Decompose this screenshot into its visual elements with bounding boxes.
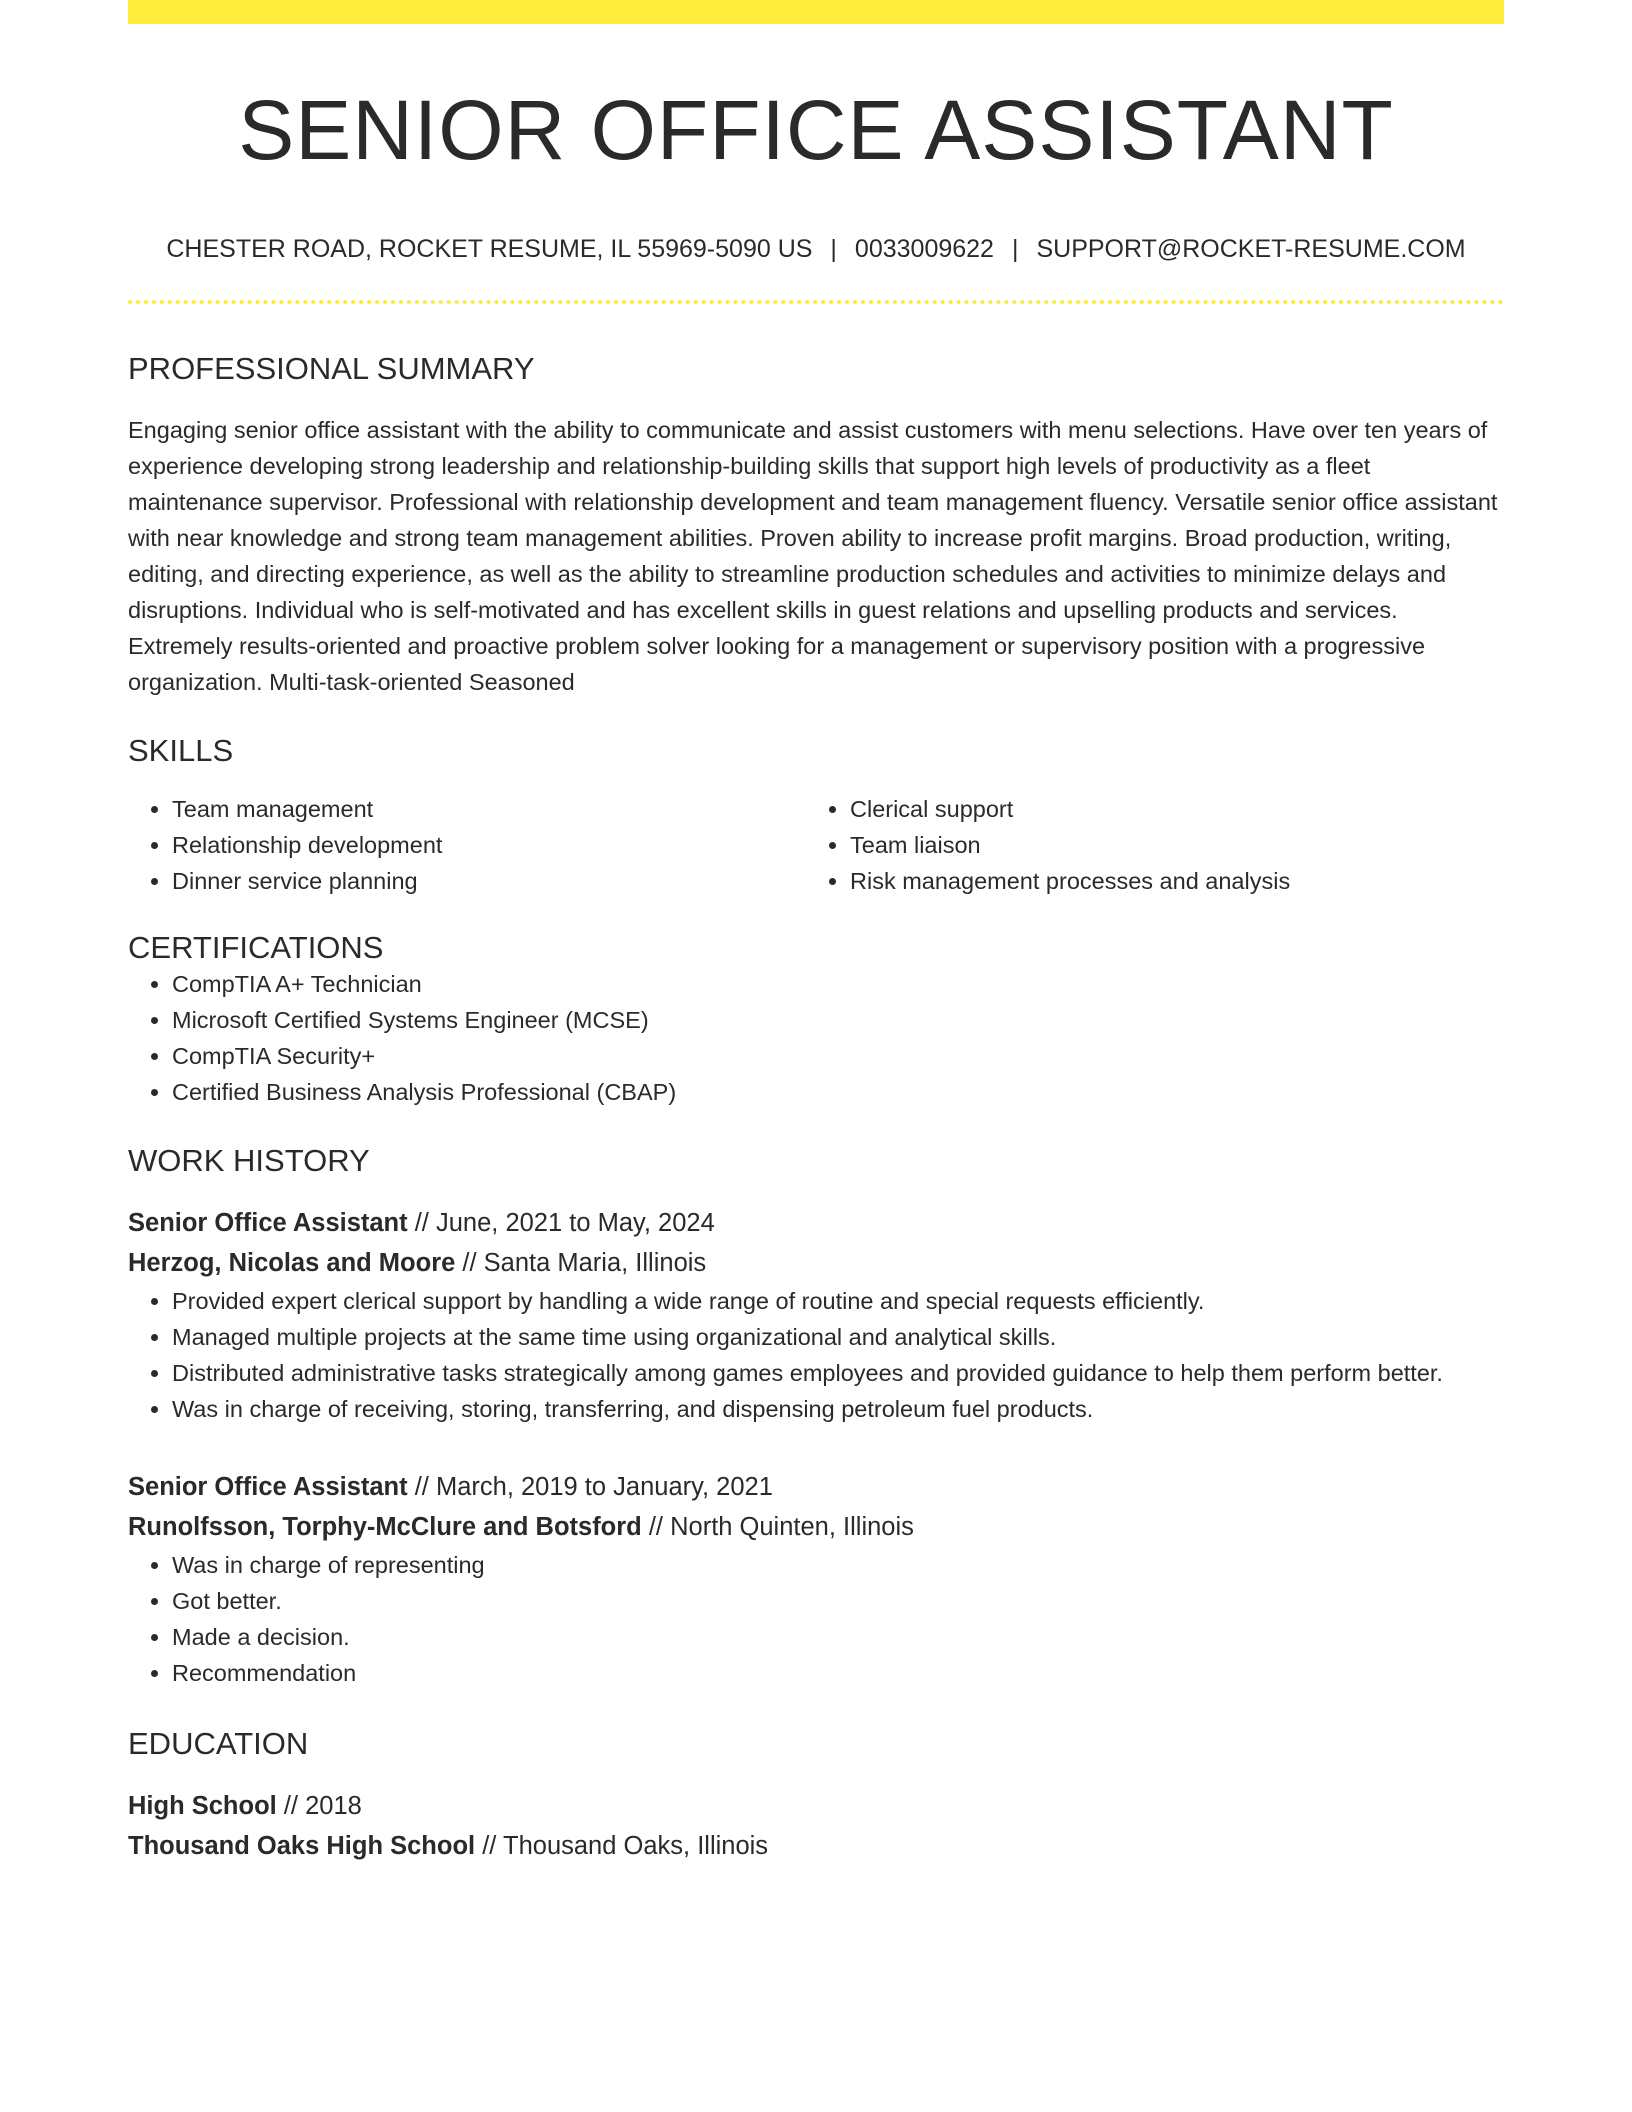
resume-page	[128, 0, 1504, 1866]
education-entry	[128, 1786, 1504, 1866]
skill-item: • Team liaison	[850, 827, 1484, 863]
summary-text: Engaging senior office assistant with the ability to communicate and assist customers with menu selections. Have over ten years of experience developing strong leadership and relationship-building skills that support high levels of productivity as a fleet maintenance supervisor. Professional with relationship development and team management fluency. Versatile senior office assistant with near knowledge and strong team management abilities. Proven ability to increase profit margins. Broad production, writing, editing, and directing experience, as well as the ability to streamline production schedules and activities to minimize delays and disruptions. Individual who is self-motivated and has excellent skills in guest relations and upselling products and services. Extremely results-oriented and proactive problem solver looking for a management or supervisory position with a progressive organization. Multi-task-oriented Seasoned	[128, 416, 1498, 695]
education-school: Thousand Oaks High School	[128, 1832, 476, 1861]
education-school-line	[128, 1826, 1504, 1866]
education-year: // 2018	[276, 1792, 362, 1821]
education-heading: EDUCATION	[128, 1726, 309, 1762]
skills-list-left	[128, 791, 806, 899]
job-duty-item: • Was in charge of receiving, storing, transferring, and dispensing petroleum fuel products.	[172, 1391, 1504, 1427]
job-role: Senior Office Assistant	[128, 1473, 408, 1502]
certification-item: • CompTIA Security+	[172, 1038, 1504, 1074]
job-duty-item: • Recommendation	[172, 1655, 1504, 1691]
summary-heading: PROFESSIONAL SUMMARY	[128, 351, 535, 387]
certification-item: • CompTIA A+ Technician	[172, 966, 1504, 1002]
dotted-divider	[128, 300, 1504, 304]
skill-item: • Risk management processes and analysis	[850, 863, 1484, 899]
work-history-heading: WORK HISTORY	[128, 1142, 370, 1178]
skill-item: • Dinner service planning	[172, 863, 806, 899]
job-company-line	[128, 1243, 1504, 1283]
job-entry	[128, 1203, 1504, 1427]
skill-item: • Team management	[172, 791, 806, 827]
job-duty-item: • Managed multiple projects at the same time using organizational and analytical skills.	[172, 1319, 1504, 1355]
education-location: // Thousand Oaks, Illinois	[475, 1832, 769, 1861]
job-dates: // March, 2019 to January, 2021	[407, 1473, 773, 1502]
contact-phone: 0033009622	[854, 235, 994, 264]
contact-address: CHESTER ROAD, ROCKET RESUME, IL 55969-5090 US	[166, 235, 813, 264]
education-degree-line	[128, 1786, 1504, 1826]
contact-separator: |	[830, 235, 837, 264]
contact-separator: |	[1011, 235, 1019, 264]
certification-item: • Microsoft Certified Systems Engineer (MCSE)	[172, 1002, 1504, 1038]
job-duty-item: • Got better.	[172, 1583, 1504, 1619]
skills-heading: SKILLS	[128, 732, 234, 768]
job-title-line	[128, 1203, 1504, 1243]
skills-column-right	[806, 791, 1484, 899]
education-degree: High School	[128, 1792, 277, 1821]
skills-grid	[128, 791, 1504, 899]
skill-item: • Clerical support	[850, 791, 1484, 827]
job-duty-item: • Made a decision.	[172, 1619, 1504, 1655]
certifications-heading: CERTIFICATIONS	[128, 929, 384, 965]
job-duties-list	[128, 1547, 1504, 1691]
job-duty-item: • Was in charge of representing	[172, 1547, 1504, 1583]
job-duties-list	[128, 1283, 1504, 1427]
job-company: Herzog, Nicolas and Moore	[128, 1249, 456, 1278]
top-accent-bar	[128, 0, 1504, 24]
skill-item: • Relationship development	[172, 827, 806, 863]
job-duty-item: • Provided expert clerical support by handling a wide range of routine and special requests efficiently.	[172, 1283, 1504, 1319]
job-company: Runolfsson, Torphy-McClure and Botsford	[128, 1513, 642, 1542]
job-dates: // June, 2021 to May, 2024	[407, 1209, 715, 1238]
job-duty-item: • Distributed administrative tasks strategically among games employees and provided guidance to help them perform better.	[172, 1355, 1504, 1391]
contact-line	[128, 234, 1504, 264]
certification-item: • Certified Business Analysis Professional (CBAP)	[172, 1074, 1504, 1110]
job-location: // North Quinten, Illinois	[641, 1513, 914, 1542]
job-role: Senior Office Assistant	[128, 1209, 408, 1238]
job-company-line	[128, 1507, 1504, 1547]
certifications-list	[128, 966, 1504, 1110]
page-title: SENIOR OFFICE ASSISTANT	[238, 83, 1394, 177]
contact-email: SUPPORT@ROCKET-RESUME.COM	[1036, 235, 1466, 264]
skills-column-left	[128, 791, 806, 899]
job-title-line	[128, 1467, 1504, 1507]
skills-list-right	[806, 791, 1484, 899]
job-location: // Santa Maria, Illinois	[455, 1249, 707, 1278]
job-entry	[128, 1467, 1504, 1691]
